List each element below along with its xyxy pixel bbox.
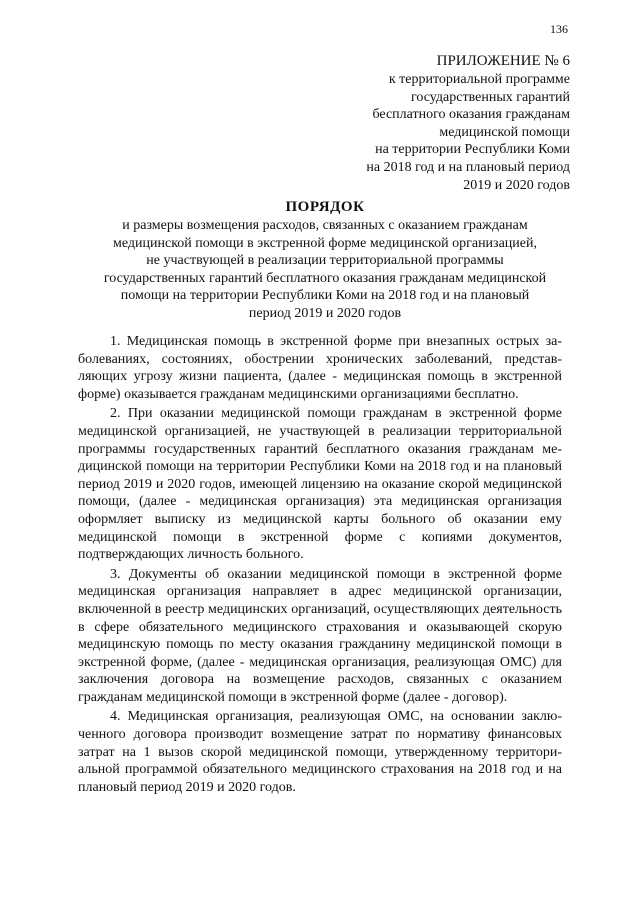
document-heading [90, 198, 560, 322]
page-number: 136 [550, 22, 568, 36]
heading-line: период 2019 и 2020 годов [248, 305, 402, 321]
heading-line: и размеры возмещения расходов, связанных с оказанием гражданам [122, 218, 528, 233]
appendix-line: к территориальной программе [388, 72, 570, 87]
heading-line: государственных гарантий бесплатного оказания гражданам медицинской [103, 270, 547, 286]
appendix-line: на территории Республики Коми [375, 142, 570, 158]
appendix-line: бесплатного оказания гражданам [372, 107, 570, 123]
heading-line: не участвующей в реализации территориальной программы [146, 253, 504, 268]
document-title: ПОРЯДОК [285, 199, 365, 215]
document-body [78, 333, 562, 798]
appendix-line: 2019 и 2020 годов [463, 177, 570, 193]
appendix-line: государственных гарантий [411, 89, 570, 105]
appendix-line: на 2018 год и на плановый период [366, 159, 570, 175]
appendix-block [270, 52, 570, 194]
paragraph-1: 1. Медицинская помощь в экстренной форме при внезапных острых заболеваниях, состояниях, обострении хронических заболеваний, представляющих угрозу жизни пациента, (далее - медицинская помощь в экстренной форме) оказывается гражданам медицинскими организациями бесплатно. [78, 334, 562, 402]
paragraph-2: 2. При оказании медицинской помощи гражданам в экстренной форме медицинской организацией, не участвующей в реализации территориальной программы государственных гарантий бесплатного оказания гражданам медицинской помощи на территории Республики Коми на 2018 год и на плановый период 2019 и 2020 годов, имеющей лицензию на оказание скорой медицинской помощи, (далее - медицинская организация) эта медицинская организация оформляет выписку из медицинской карты больного об оказании ему медицинской помощи в экстренной форме с копиями документов, подтверждающих личность больного. [78, 406, 562, 563]
paragraph-4: 4. Медицинская организация, реализующая ОМС, на основании заключенного договора производит возмещение затрат по нормативу финансовых затрат на 1 вызов скорой медицинской помощи, утвержденному территориальной программой обязательного медицинского страхования на 2018 год и на плановый период 2019 и 2020 годов. [78, 709, 562, 795]
heading-line: медицинской помощи в экстренной форме медицинской организацией, [113, 235, 537, 251]
heading-line: помощи на территории Республики Коми на 2018 год и на плановый [120, 288, 530, 303]
paragraph-3: 3. Документы об оказании медицинской помощи в экстренной форме медицинская организация направляет в адрес медицинской организации, включенной в реестр медицинских организаций, осуществляющих деятельность в сфере обязательного медицинского страхования и оказывающей скорую медицинскую помощь по месту оказания гражданину медицинской помощи в экстренной форме, (далее - медицинская организация, реализующая ОМС) для заключения договора на возмещение расходов, связанных с оказанием гражданам медицинской помощи в экстренной форме (далее - договор). [78, 566, 562, 705]
appendix-line: медицинской помощи [439, 124, 570, 140]
appendix-title: ПРИЛОЖЕНИЕ № 6 [436, 53, 570, 69]
